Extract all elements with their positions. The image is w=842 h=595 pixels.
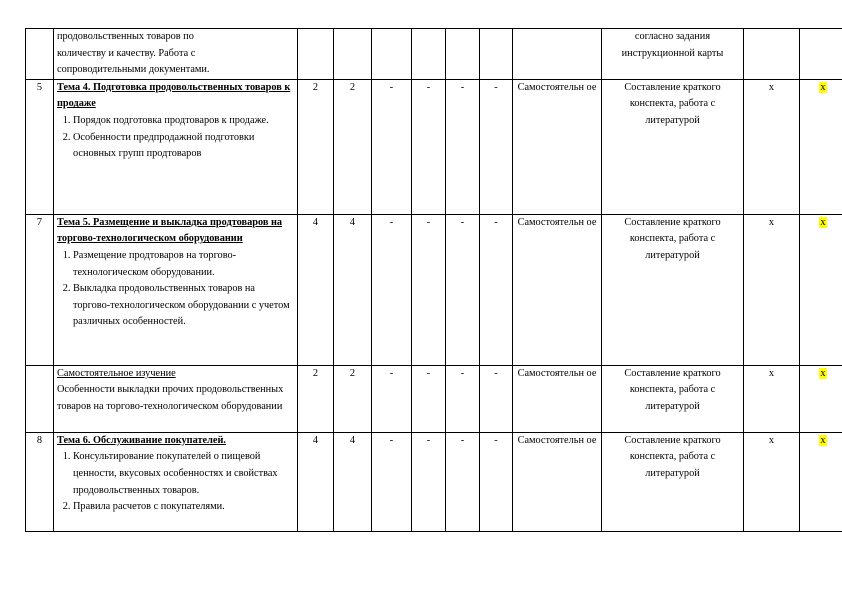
work-form: Составление краткого конспекта, работа с литературой xyxy=(602,214,744,365)
topic-items xyxy=(57,113,294,163)
hours-extra: - xyxy=(480,432,513,531)
hours-total: 4 xyxy=(298,214,334,365)
hours-practice: - xyxy=(372,214,412,365)
table-row xyxy=(26,432,842,531)
work-form: согласно задания инструкционной карты xyxy=(602,29,744,80)
hours-extra: - xyxy=(480,214,513,365)
curriculum-table xyxy=(25,28,842,532)
topic-items xyxy=(57,449,294,515)
hours-practice: - xyxy=(372,79,412,214)
mark-cell: x xyxy=(744,432,800,531)
mark-cell xyxy=(744,29,800,80)
row-number: 7 xyxy=(26,214,54,365)
self-study: Самостоятельн ое xyxy=(513,214,602,365)
mark-cell xyxy=(800,432,842,531)
hours-theory: 2 xyxy=(334,365,372,432)
hours-total xyxy=(298,29,334,80)
work-form: Составление краткого конспекта, работа с литературой xyxy=(602,365,744,432)
highlighted-mark: x xyxy=(820,216,826,228)
mark-cell: x xyxy=(744,365,800,432)
mark-cell xyxy=(800,365,842,432)
topic-title: Тема 6. Обслуживание покупателей. xyxy=(57,434,226,446)
mark-cell: x xyxy=(744,79,800,214)
highlighted-mark: x xyxy=(820,81,826,93)
hours-practice: - xyxy=(372,432,412,531)
hours-practice xyxy=(372,29,412,80)
list-item: 1. Порядок подготовка продтоваров к продаже. xyxy=(73,113,294,130)
topic-title: Тема 5. Размещение и выкладка продтоваров на торгово-технологическом оборудовании xyxy=(57,216,283,245)
self-study: Самостоятельн ое xyxy=(513,365,602,432)
row-number: 8 xyxy=(26,432,54,531)
text-line: количеству и качеству. Работа с xyxy=(57,47,196,59)
hours-total: 2 xyxy=(298,79,334,214)
table-row xyxy=(26,365,842,432)
hours-other: - xyxy=(446,432,480,531)
highlighted-mark: x xyxy=(820,434,826,446)
topic-body: Особенности выкладки прочих продовольственных товаров на торгово-технологическом оборудовании xyxy=(57,384,284,412)
hours-extra: - xyxy=(480,365,513,432)
hours-total: 4 xyxy=(298,432,334,531)
highlighted-mark: x xyxy=(820,367,826,379)
list-item: 1. Размещение продтоваров на торгово-технологическом оборудовании. xyxy=(73,248,294,281)
row-number xyxy=(26,29,54,80)
hours-other: - xyxy=(446,79,480,214)
list-item: 1. Консультирование покупателей о пищевой ценности, вкусовых особенностях и свойствах продовольственных товаров. xyxy=(73,449,294,499)
topic-items xyxy=(57,248,294,331)
hours-practice: - xyxy=(372,365,412,432)
work-form: Составление краткого конспекта, работа с литературой xyxy=(602,432,744,531)
hours-other: - xyxy=(446,365,480,432)
self-study: Самостоятельн ое xyxy=(513,79,602,214)
topic-cell xyxy=(54,79,298,214)
table-row xyxy=(26,79,842,214)
work-form: Составление краткого конспекта, работа с литературой xyxy=(602,79,744,214)
hours-theory: 2 xyxy=(334,79,372,214)
topic-title xyxy=(57,366,294,383)
mark-cell xyxy=(800,214,842,365)
mark-cell: x xyxy=(744,214,800,365)
hours-theory: 4 xyxy=(334,214,372,365)
hours-theory xyxy=(334,29,372,80)
list-item: 2. Правила расчетов с покупателями. xyxy=(73,499,294,516)
hours-lab: - xyxy=(412,214,446,365)
hours-extra xyxy=(480,29,513,80)
hours-lab: - xyxy=(412,365,446,432)
hours-total: 2 xyxy=(298,365,334,432)
text-line: сопроводительными документами. xyxy=(57,64,210,76)
topic-cell xyxy=(54,214,298,365)
self-study: Самостоятельн ое xyxy=(513,432,602,531)
row-number: 5 xyxy=(26,79,54,214)
hours-lab: - xyxy=(412,432,446,531)
table-row xyxy=(26,214,842,365)
hours-other xyxy=(446,29,480,80)
mark-cell xyxy=(800,79,842,214)
self-study-heading: Самостоятельное изучение xyxy=(57,367,176,379)
hours-theory: 4 xyxy=(334,432,372,531)
hours-lab: - xyxy=(412,79,446,214)
hours-extra: - xyxy=(480,79,513,214)
hours-other: - xyxy=(446,214,480,365)
hours-lab xyxy=(412,29,446,80)
topic-cell xyxy=(54,365,298,432)
topic-cell xyxy=(54,29,298,80)
topic-cell xyxy=(54,432,298,531)
text-line: продовольственных товаров по xyxy=(57,31,194,42)
list-item: 2. Выкладка продовольственных товаров на торгово-технологическом оборудовании с учетом различных особенностей. xyxy=(73,281,294,331)
topic-title: Тема 4. Подготовка продовольственных товаров к продаже xyxy=(57,81,291,110)
mark-cell xyxy=(800,29,842,80)
list-item: 2. Особенности предпродажной подготовки основных групп продтоваров xyxy=(73,130,294,163)
row-number xyxy=(26,365,54,432)
table-row xyxy=(26,29,842,80)
self-study xyxy=(513,29,602,80)
